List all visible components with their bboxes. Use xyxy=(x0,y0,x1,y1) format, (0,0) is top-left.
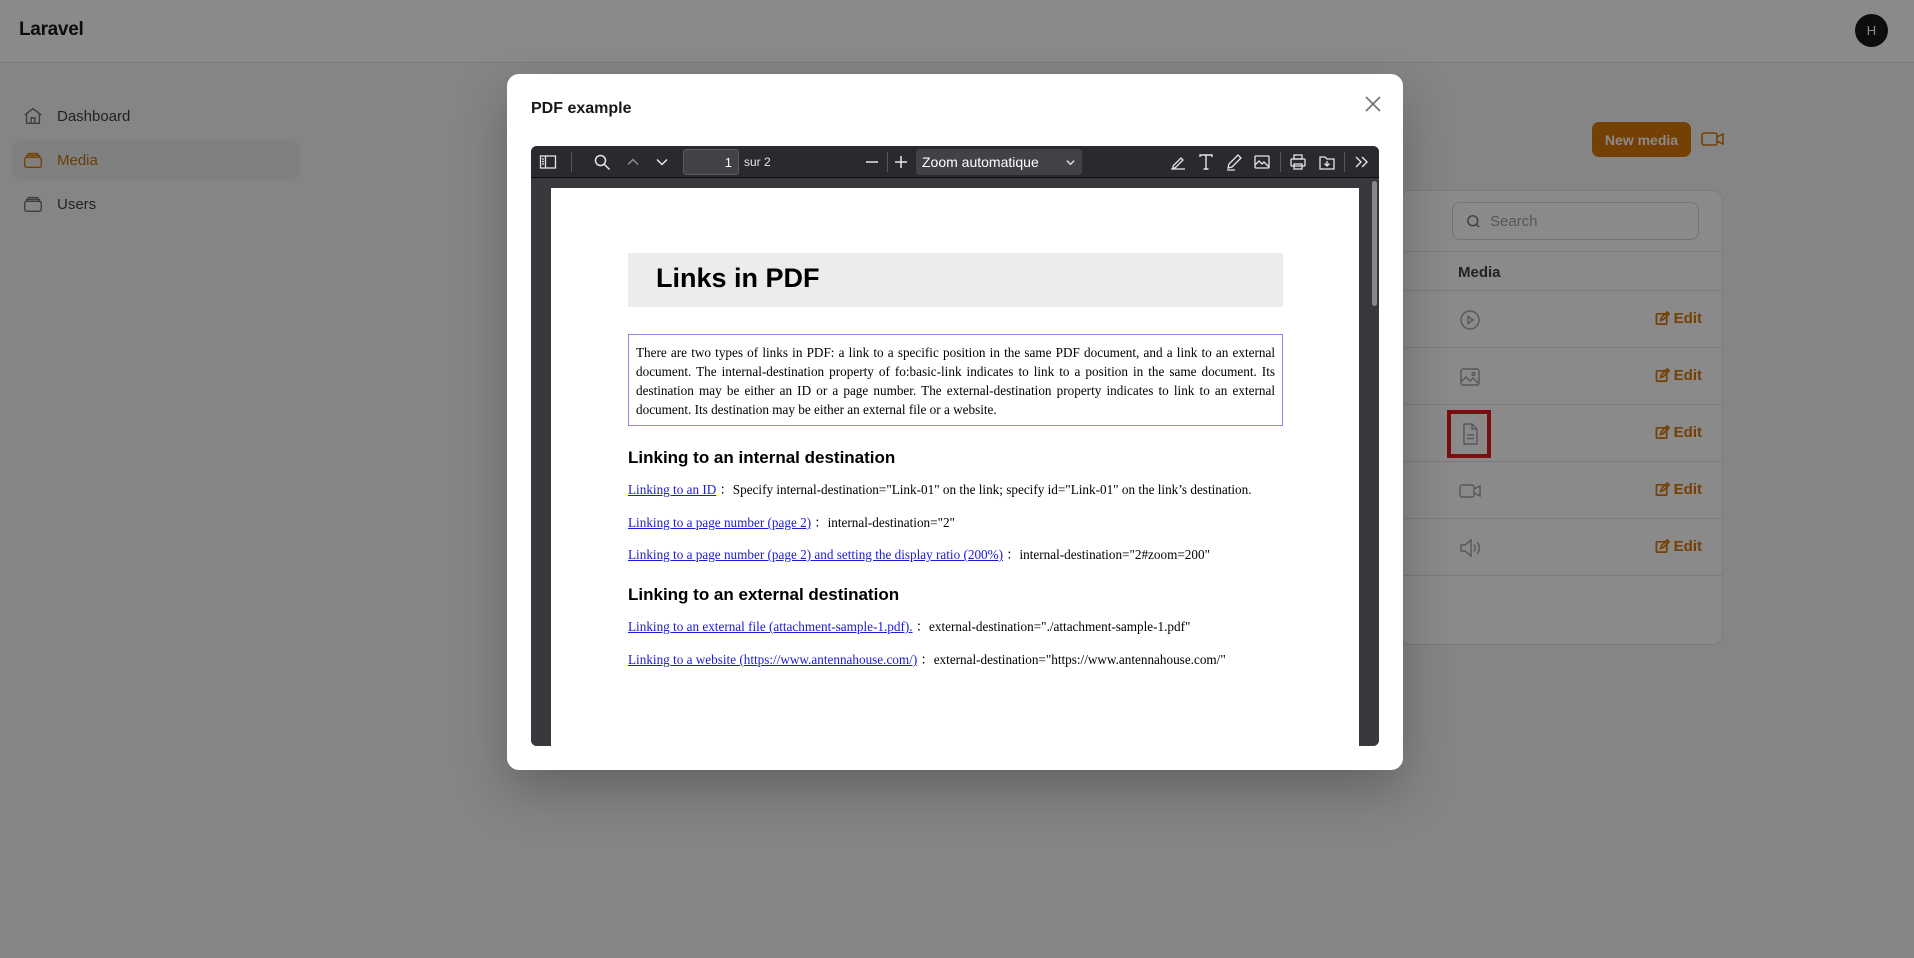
user-avatar[interactable]: H xyxy=(1855,14,1888,47)
new-media-button[interactable]: New media xyxy=(1592,122,1691,157)
pdf-modal xyxy=(507,74,1403,770)
search-icon[interactable] xyxy=(593,153,611,171)
zoom-select[interactable] xyxy=(916,149,1082,175)
pdf-link[interactable]: Linking to a page number (page 2) xyxy=(628,515,812,530)
sidebar-item-label: Users xyxy=(57,195,97,213)
pdf-page xyxy=(551,188,1359,746)
draw-icon[interactable] xyxy=(1225,153,1243,171)
document-title-box xyxy=(628,253,1283,307)
column-header-media[interactable]: Media xyxy=(1458,264,1501,281)
brand-logo[interactable]: Laravel xyxy=(19,19,84,40)
link-description: ：internal-destination="2" xyxy=(814,515,955,530)
toolbar-separator xyxy=(1280,152,1281,172)
zoom-in-icon[interactable] xyxy=(892,153,910,171)
sidebar-toggle-icon[interactable] xyxy=(539,153,557,171)
toolbar-separator xyxy=(1344,152,1345,172)
pdf-toolbar xyxy=(531,146,1379,178)
pdf-link[interactable]: Linking to an external file (attachment-sample-1.pdf). xyxy=(628,619,913,634)
chevron-down-icon xyxy=(1065,157,1076,168)
previous-page-icon[interactable] xyxy=(624,153,642,171)
link-description: ：internal-destination="2#zoom=200" xyxy=(1006,547,1210,562)
edit-label: Edit xyxy=(1673,424,1702,441)
text-tool-icon[interactable] xyxy=(1197,153,1215,171)
page-count-label: sur 2 xyxy=(744,155,771,169)
pdf-link[interactable]: Linking to a page number (page 2) and setting the display ratio (200%) xyxy=(628,547,1004,562)
pdf-link[interactable]: Linking to a website (https://www.antennahouse.com/) xyxy=(628,652,918,667)
page-number-input[interactable] xyxy=(683,149,739,175)
close-icon[interactable] xyxy=(1361,92,1385,116)
list-item xyxy=(628,544,1210,563)
list-item xyxy=(628,616,1190,635)
intro-paragraph: There are two types of links in PDF: a link to a specific position in the same PDF document, and a link to an external document. The internal-destination property of fo:basic-link indicates to link to a position in the same document. Its destination may be either an ID or a page number. The external-destination property indicates to link to an external document. Its destination may be either an external file or a website. xyxy=(628,334,1283,426)
zoom-out-icon[interactable] xyxy=(863,153,881,171)
toolbar-separator xyxy=(571,152,572,172)
sidebar-item-label: Dashboard xyxy=(57,107,131,125)
section-heading-external: Linking to an external destination xyxy=(628,585,900,604)
list-item xyxy=(628,479,1252,498)
link-description: ：Specify internal-destination="Link-01" on the link; specify id="Link-01" on the link’s destination. xyxy=(719,482,1252,497)
edit-label: Edit xyxy=(1673,310,1702,327)
document-title: Links in PDF xyxy=(656,263,820,293)
save-icon[interactable] xyxy=(1318,153,1336,171)
list-item xyxy=(628,512,955,531)
edit-label: Edit xyxy=(1673,538,1702,555)
edit-label: Edit xyxy=(1673,367,1702,384)
tools-menu-icon[interactable] xyxy=(1353,153,1371,171)
vertical-scrollbar[interactable] xyxy=(1372,181,1377,306)
pdf-link[interactable]: Linking to an ID xyxy=(628,482,717,497)
toolbar-separator xyxy=(887,152,888,172)
section-heading-internal: Linking to an internal destination xyxy=(628,448,896,467)
list-item xyxy=(628,649,1226,668)
add-image-icon[interactable] xyxy=(1253,153,1271,171)
zoom-select-value: Zoom automatique xyxy=(922,154,1039,170)
print-icon[interactable] xyxy=(1289,153,1307,171)
sidebar-item-label: Media xyxy=(57,151,98,169)
link-description: ：external-destination="https://www.antennahouse.com/" xyxy=(920,652,1226,667)
modal-title: PDF example xyxy=(531,100,632,117)
next-page-icon[interactable] xyxy=(653,153,671,171)
pdf-document-area[interactable] xyxy=(531,179,1379,746)
edit-label: Edit xyxy=(1673,481,1702,498)
link-description: ：external-destination="./attachment-sample-1.pdf" xyxy=(915,619,1191,634)
highlight-icon[interactable] xyxy=(1169,153,1187,171)
pdf-viewer xyxy=(531,146,1379,746)
